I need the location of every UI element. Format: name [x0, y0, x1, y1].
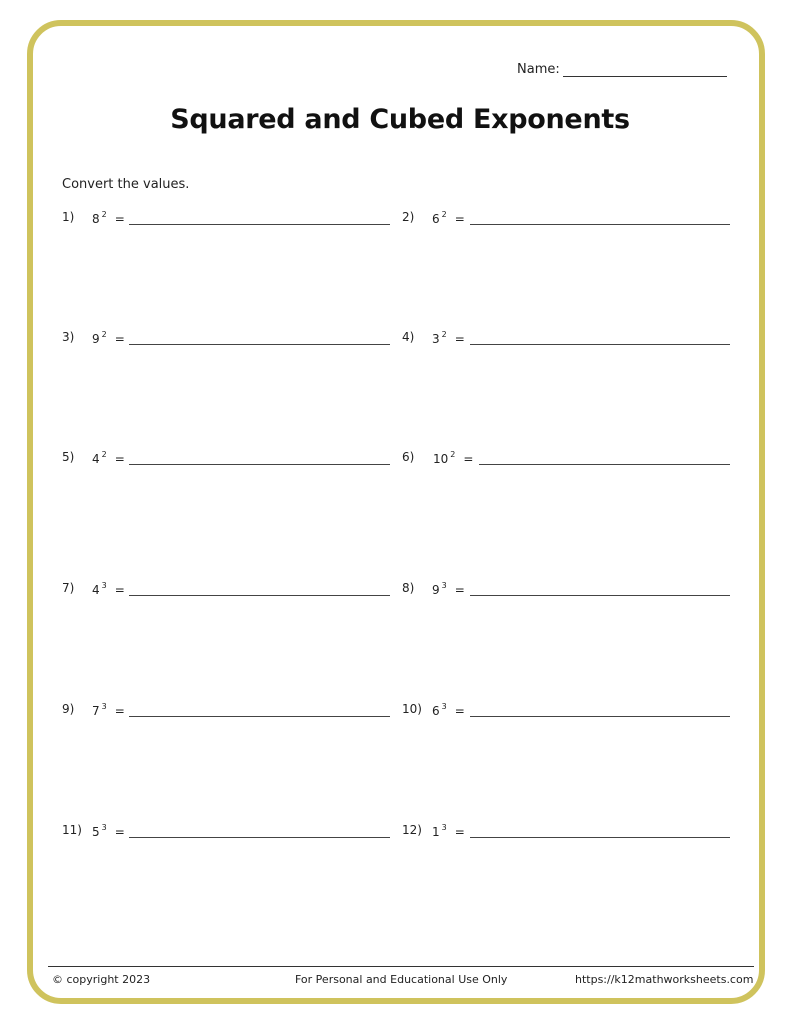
problem-number: 5)	[62, 450, 75, 464]
problem-9	[62, 702, 390, 724]
problem-number: 1)	[62, 210, 75, 224]
problem-expression: 7 $^3$ =	[92, 702, 125, 718]
problem-number: 7)	[62, 581, 75, 595]
problem-6	[402, 450, 730, 472]
answer-line[interactable]	[129, 837, 390, 838]
problem-8	[402, 581, 730, 603]
answer-line[interactable]	[129, 716, 390, 717]
problem-expression: 1 $^3$ =	[432, 823, 465, 839]
problem-1	[62, 210, 390, 232]
problem-number: 9)	[62, 702, 75, 716]
worksheet-border	[27, 20, 765, 1004]
problem-expression: 3 $^2$ =	[432, 330, 465, 346]
problem-number: 10)	[402, 702, 422, 716]
answer-line[interactable]	[129, 595, 390, 596]
problem-10	[402, 702, 730, 724]
instructions: Convert the values.	[62, 177, 190, 192]
problem-number: 12)	[402, 823, 422, 837]
problem-number: 2)	[402, 210, 415, 224]
problem-11	[62, 823, 390, 845]
answer-line[interactable]	[470, 344, 730, 345]
problem-12	[402, 823, 730, 845]
answer-line[interactable]	[129, 344, 390, 345]
problem-expression: 9 $^3$ =	[432, 581, 465, 597]
problem-expression: 4 $^2$ =	[92, 450, 125, 466]
problem-expression: 6 $^3$ =	[432, 702, 465, 718]
answer-line[interactable]	[470, 595, 730, 596]
name-label: Name:	[517, 62, 560, 77]
problem-7	[62, 581, 390, 603]
answer-line[interactable]	[479, 464, 730, 465]
page-title: Squared and Cubed Exponents	[170, 104, 630, 135]
problem-number: 3)	[62, 330, 75, 344]
answer-line[interactable]	[470, 716, 730, 717]
problem-4	[402, 330, 730, 352]
answer-line[interactable]	[129, 224, 390, 225]
footer-usage: For Personal and Educational Use Only	[295, 973, 508, 986]
problem-expression: 4 $^3$ =	[92, 581, 125, 597]
name-field	[517, 62, 727, 77]
problem-2	[402, 210, 730, 232]
problem-number: 8)	[402, 581, 415, 595]
answer-line[interactable]	[129, 464, 390, 465]
problem-3	[62, 330, 390, 352]
problem-expression: 8 $^2$ =	[92, 210, 125, 226]
problem-expression: 5 $^3$ =	[92, 823, 125, 839]
problem-number: 6)	[402, 450, 415, 464]
problem-number: 4)	[402, 330, 415, 344]
answer-line[interactable]	[470, 224, 730, 225]
problem-number: 11)	[62, 823, 82, 837]
problem-5	[62, 450, 390, 472]
footer-divider	[48, 966, 754, 967]
answer-line[interactable]	[470, 837, 730, 838]
problem-expression: 9 $^2$ =	[92, 330, 125, 346]
footer-copyright: © copyright 2023	[52, 973, 151, 986]
problem-expression: 10 $^2$ =	[433, 450, 474, 466]
problem-expression: 6 $^2$ =	[432, 210, 465, 226]
name-blank[interactable]	[563, 62, 727, 77]
footer-url[interactable]: https://k12mathworksheets.com	[575, 973, 754, 986]
